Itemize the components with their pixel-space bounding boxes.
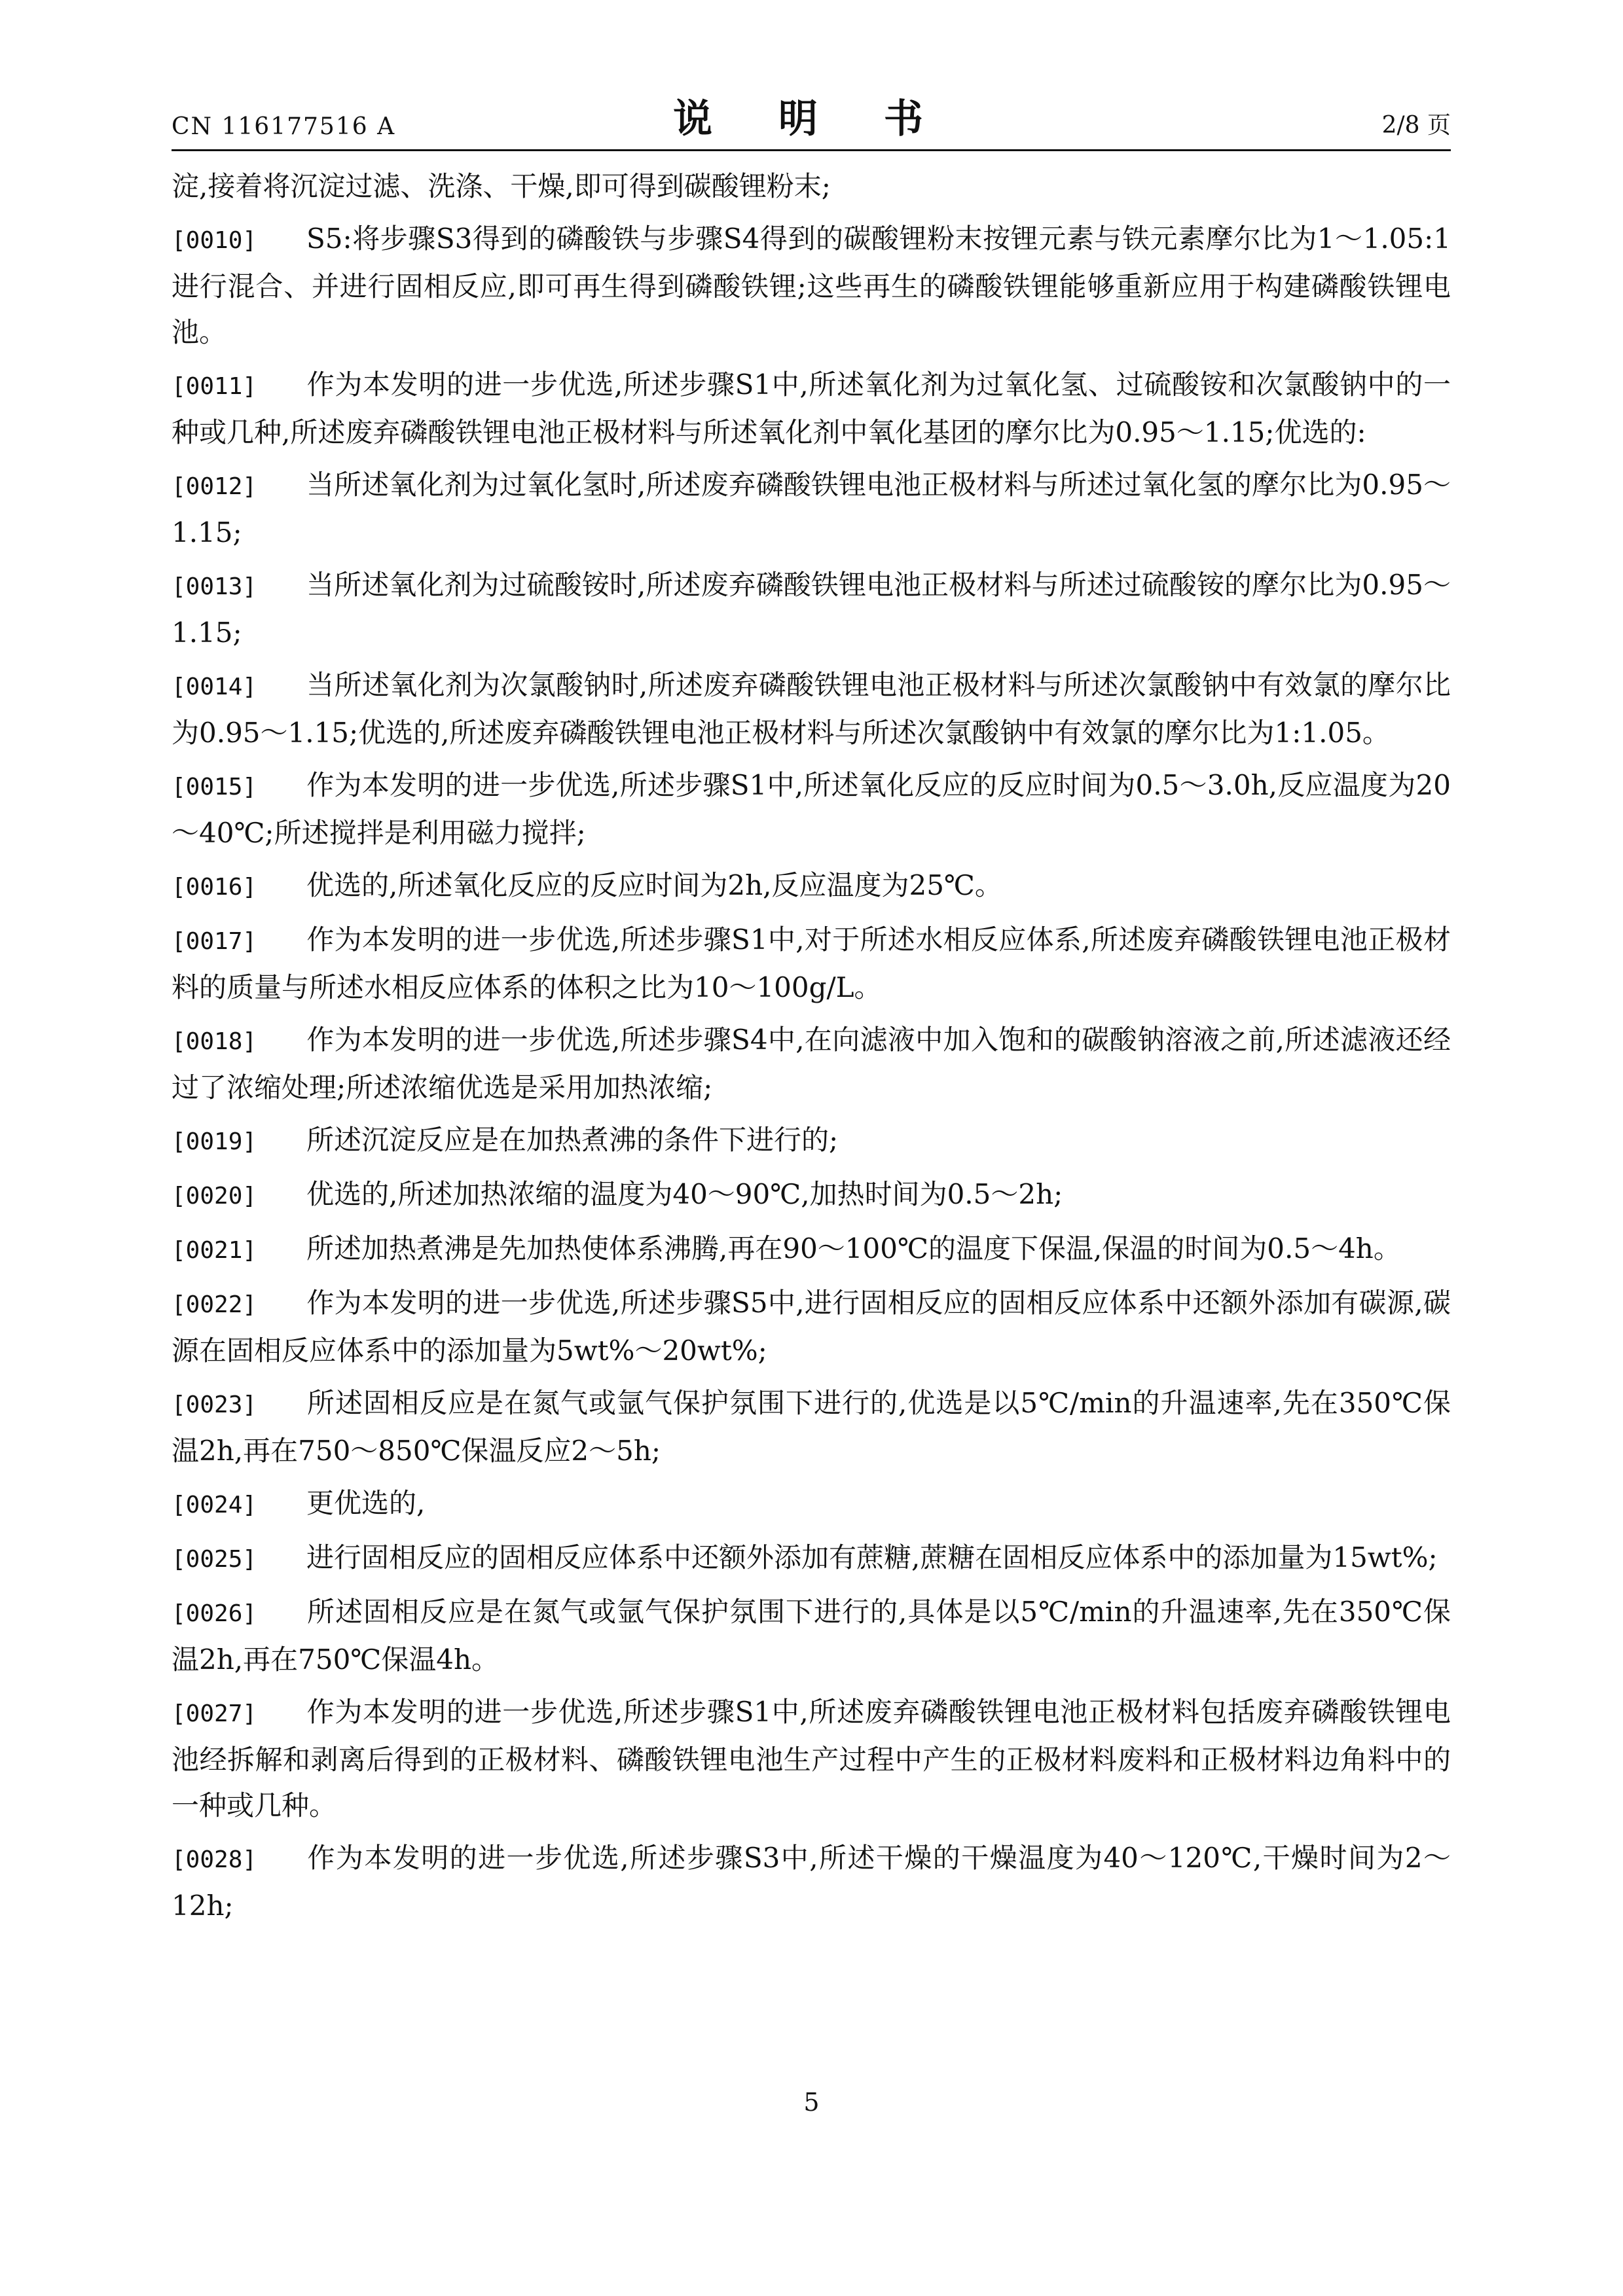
- paragraph: [172, 863, 1451, 910]
- paragraph: [172, 1380, 1451, 1474]
- header-rule: [172, 149, 1451, 151]
- document-body: [172, 164, 1451, 1935]
- paragraph-text: 进行固相反应的固相反应体系中还额外添加有蔗糖,蔗糖在固相反应体系中的添加量为15wt%;: [306, 1541, 1438, 1573]
- paragraph: [172, 1689, 1451, 1829]
- paragraph-number: [0024]: [172, 1492, 257, 1518]
- paragraph: [172, 562, 1451, 656]
- paragraph: [172, 1017, 1451, 1111]
- paragraph: [172, 762, 1451, 856]
- paragraph-number: [0014]: [172, 673, 257, 700]
- paragraph: [172, 917, 1451, 1011]
- paragraph: [172, 462, 1451, 556]
- paragraph-number: [0015]: [172, 774, 257, 800]
- paragraph-text: 当所述氧化剂为次氯酸钠时,所述废弃磷酸铁锂电池正极材料与所述次氯酸钠中有效氯的摩尔比为0.95～1.15;优选的,所述废弃磷酸铁锂电池正极材料与所述次氯酸钠中有效氯的摩尔比为1:1.05。: [172, 669, 1451, 749]
- paragraph-list: [172, 216, 1451, 1929]
- paragraph-text: 所述固相反应是在氮气或氩气保护氛围下进行的,优选是以5℃/min的升温速率,先在350℃保温2h,再在750～850℃保温反应2～5h;: [172, 1387, 1451, 1467]
- paragraph: [172, 1226, 1451, 1274]
- paragraph-text: S5:将步骤S3得到的磷酸铁与步骤S4得到的碳酸锂粉末按锂元素与铁元素摩尔比为1～1.05:1进行混合、并进行固相反应,即可再生得到磷酸铁锂;这些再生的磷酸铁锂能够重新应用于构建磷酸铁锂电池。: [172, 223, 1451, 348]
- paragraph-text: 优选的,所述加热浓缩的温度为40～90℃,加热时间为0.5～2h;: [306, 1178, 1063, 1210]
- paragraph-text: 作为本发明的进一步优选,所述步骤S3中,所述干燥的干燥温度为40～120℃,干燥时间为2～12h;: [172, 1842, 1451, 1922]
- paragraph-text: 当所述氧化剂为过氧化氢时,所述废弃磷酸铁锂电池正极材料与所述过氧化氢的摩尔比为0.95～1.15;: [172, 469, 1451, 548]
- paragraph-number: [0022]: [172, 1291, 257, 1318]
- paragraph-text: 作为本发明的进一步优选,所述步骤S4中,在向滤液中加入饱和的碳酸钠溶液之前,所述滤液还经过了浓缩处理;所述浓缩优选是采用加热浓缩;: [172, 1024, 1451, 1103]
- paragraph-number: [0011]: [172, 373, 257, 400]
- paragraph: [172, 662, 1451, 756]
- paragraph-number: [0023]: [172, 1391, 257, 1418]
- paragraph-text: 所述沉淀反应是在加热煮沸的条件下进行的;: [306, 1124, 839, 1156]
- paragraph: [172, 1280, 1451, 1374]
- page-indicator: 2/8 页: [1381, 112, 1451, 139]
- continuation-text: 淀,接着将沉淀过滤、洗涤、干燥,即可得到碳酸锂粉末;: [172, 170, 831, 202]
- paragraph-text: 作为本发明的进一步优选,所述步骤S1中,所述氧化剂为过氧化氢、过硫酸铵和次氯酸钠中的一种或几种,所述废弃磷酸铁锂电池正极材料与所述氧化剂中氧化基团的摩尔比为0.95～1.15;优选的:: [172, 368, 1451, 448]
- paragraph-number: [0018]: [172, 1028, 257, 1055]
- paragraph-number: [0012]: [172, 473, 257, 500]
- paragraph-number: [0025]: [172, 1546, 257, 1573]
- paragraph-number: [0021]: [172, 1237, 257, 1264]
- paragraph-text: 更优选的,: [306, 1487, 426, 1519]
- paragraph-text: 作为本发明的进一步优选,所述步骤S5中,进行固相反应的固相反应体系中还额外添加有碳源,碳源在固相反应体系中的添加量为5wt%～20wt%;: [172, 1287, 1451, 1367]
- publication-number: CN 116177516 A: [172, 113, 396, 140]
- document-title: 说 明 书: [673, 96, 949, 142]
- paragraph-number: [0016]: [172, 874, 257, 901]
- paragraph-number: [0010]: [172, 227, 257, 254]
- paragraph-number: [0026]: [172, 1600, 257, 1627]
- page-header: [172, 98, 1451, 144]
- paragraph: [172, 1535, 1451, 1583]
- paragraph-text: 所述加热煮沸是先加热使体系沸腾,再在90～100℃的温度下保温,保温的时间为0.5～4h。: [306, 1232, 1401, 1265]
- paragraph: [172, 216, 1451, 355]
- paragraph: [172, 1117, 1451, 1165]
- paragraph: [172, 1589, 1451, 1683]
- paragraph-text: 作为本发明的进一步优选,所述步骤S1中,对于所述水相反应体系,所述废弃磷酸铁锂电池正极材料的质量与所述水相反应体系的体积之比为10～100g/L。: [172, 924, 1451, 1003]
- paragraph-number: [0027]: [172, 1700, 257, 1727]
- paragraph-number: [0020]: [172, 1183, 257, 1210]
- paragraph-number: [0013]: [172, 573, 257, 600]
- paragraph-text: 当所述氧化剂为过硫酸铵时,所述废弃磷酸铁锂电池正极材料与所述过硫酸铵的摩尔比为0.95～1.15;: [172, 569, 1451, 649]
- paragraph: [172, 362, 1451, 456]
- paragraph: [172, 1480, 1451, 1528]
- paragraph-text: 作为本发明的进一步优选,所述步骤S1中,所述废弃磷酸铁锂电池正极材料包括废弃磷酸铁锂电池经拆解和剥离后得到的正极材料、磷酸铁锂电池生产过程中产生的正极材料废料和正极材料边角料中的一种或几种。: [172, 1696, 1451, 1821]
- paragraph-number: [0017]: [172, 928, 257, 955]
- paragraph-text: 作为本发明的进一步优选,所述步骤S1中,所述氧化反应的反应时间为0.5～3.0h,反应温度为20～40℃;所述搅拌是利用磁力搅拌;: [172, 769, 1451, 849]
- paragraph: [172, 1835, 1451, 1929]
- paragraph: [172, 1172, 1451, 1219]
- page-number: 5: [803, 2088, 820, 2117]
- paragraph-number: [0019]: [172, 1128, 257, 1155]
- paragraph-text: 所述固相反应是在氮气或氩气保护氛围下进行的,具体是以5℃/min的升温速率,先在350℃保温2h,再在750℃保温4h。: [172, 1596, 1451, 1676]
- paragraph-text: 优选的,所述氧化反应的反应时间为2h,反应温度为25℃。: [306, 869, 1002, 901]
- paragraph-number: [0028]: [172, 1846, 257, 1873]
